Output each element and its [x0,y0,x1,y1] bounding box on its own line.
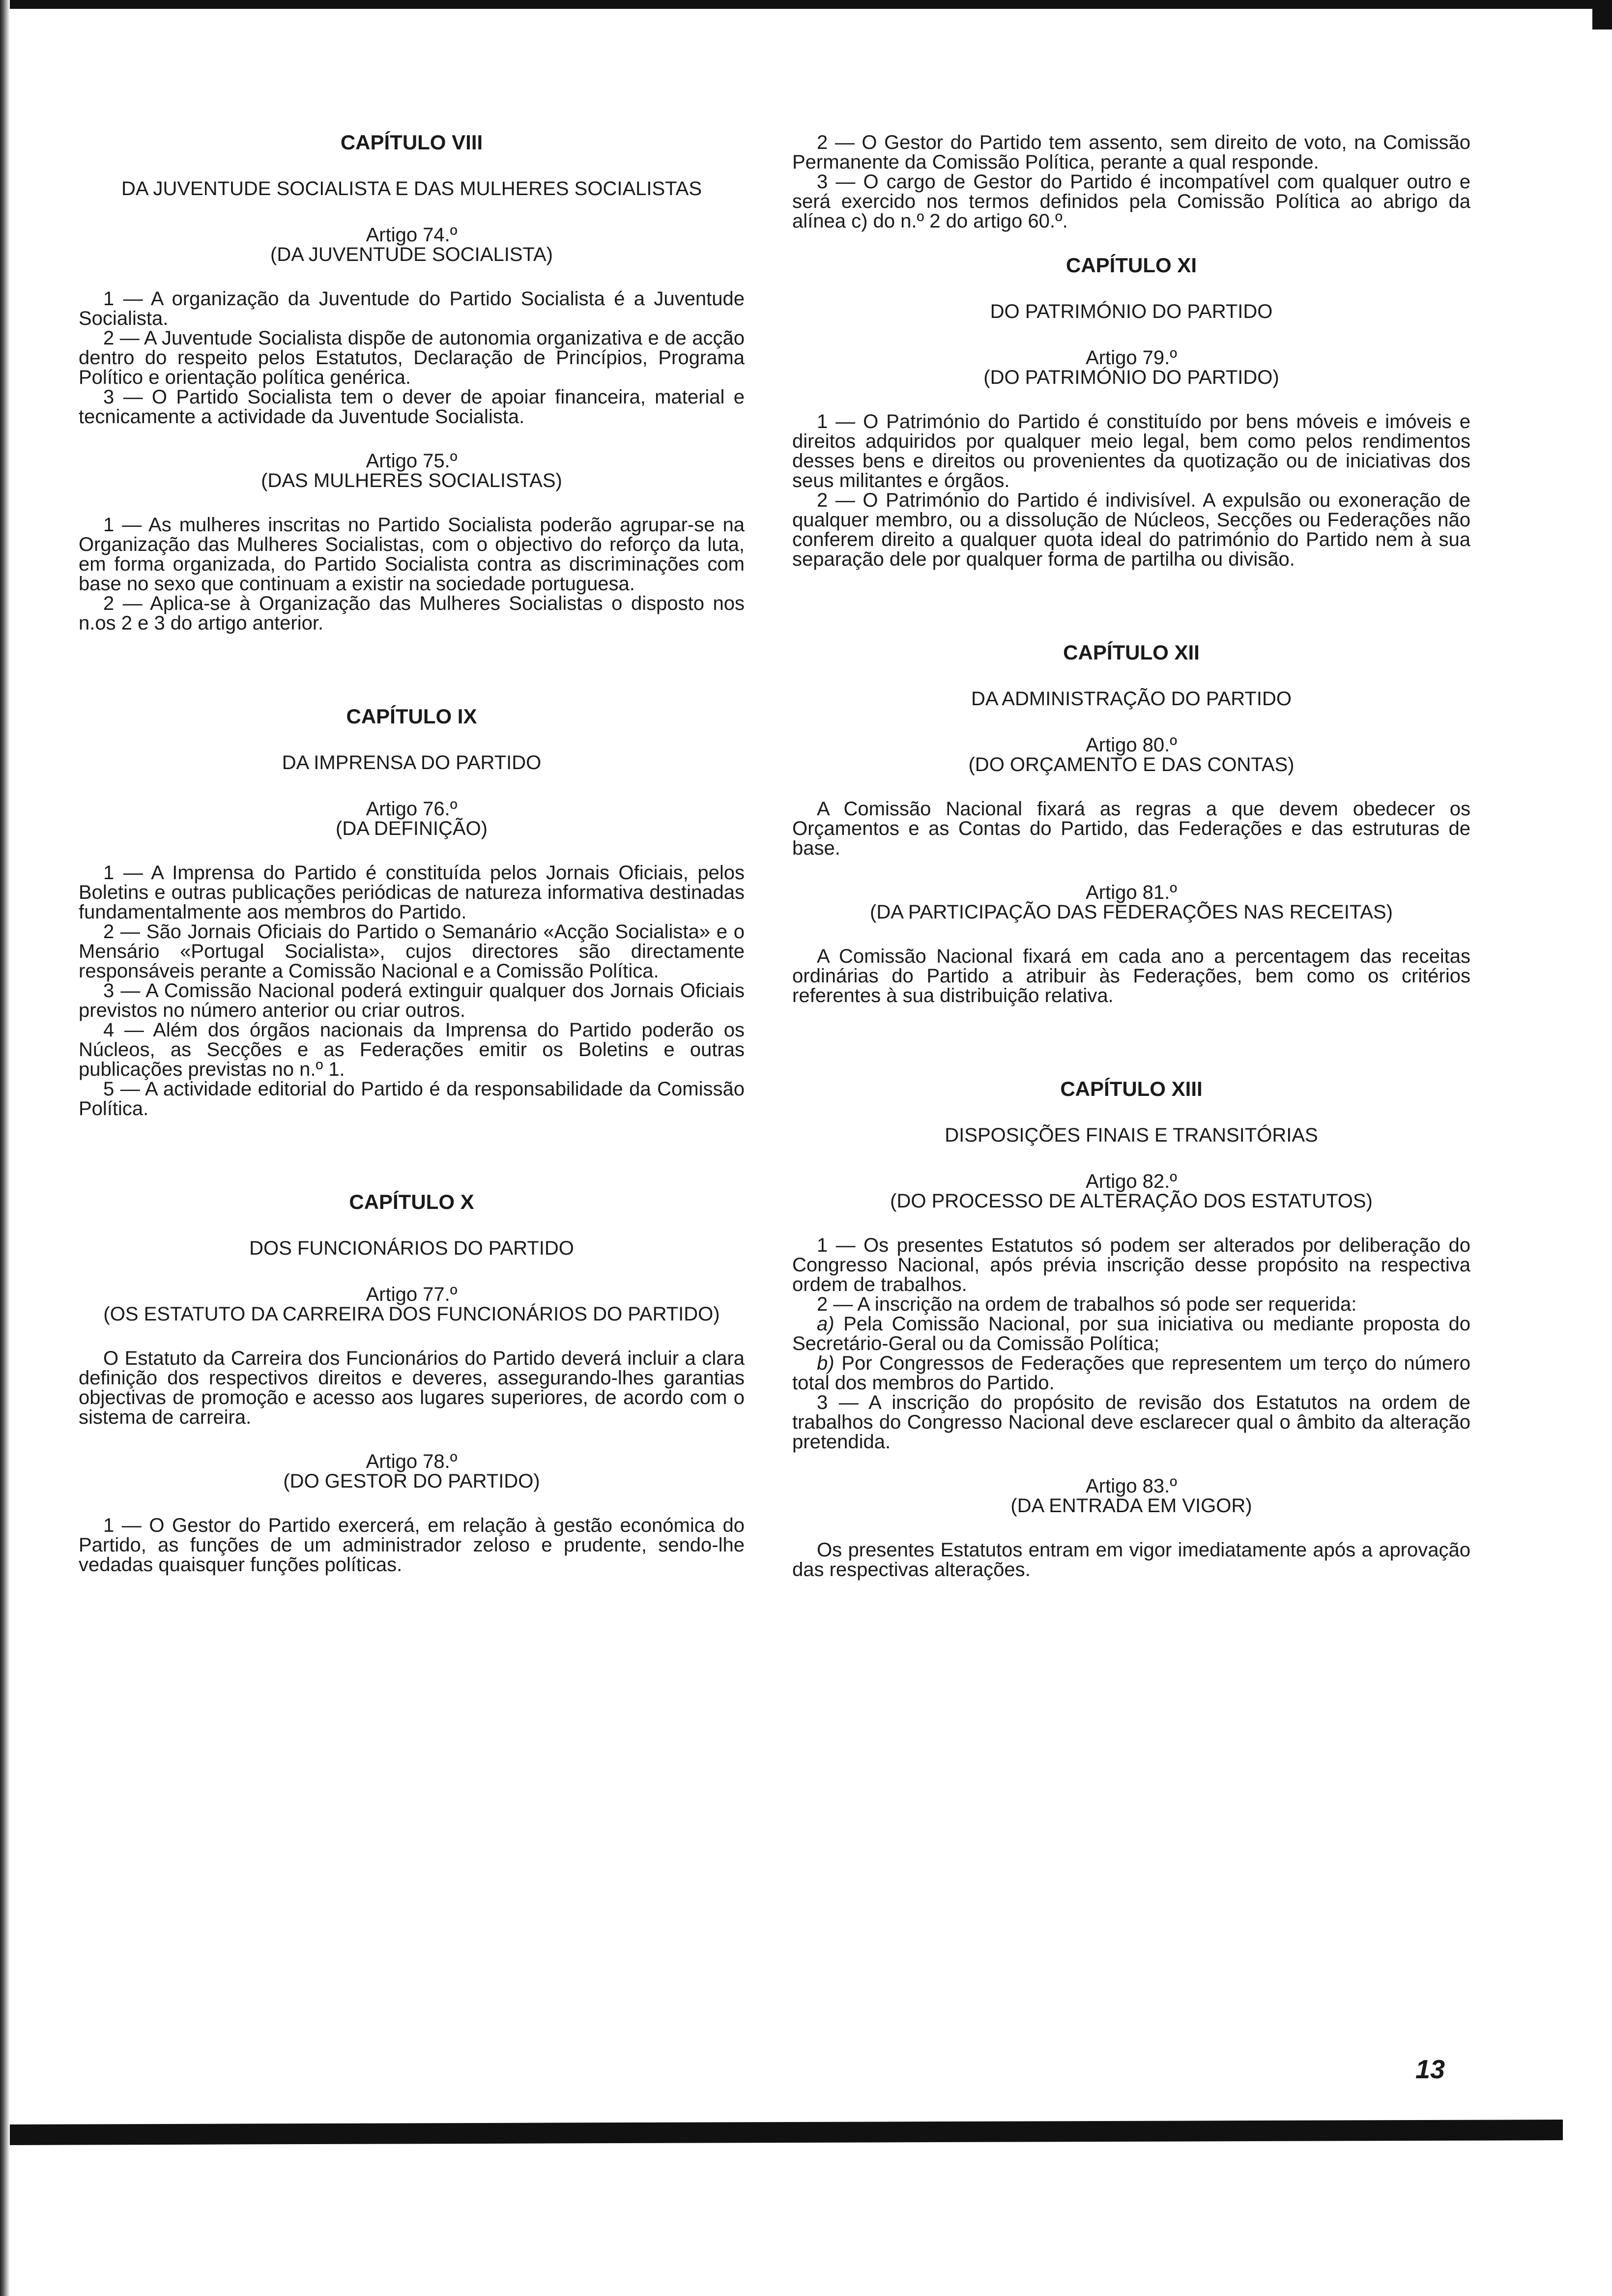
article-number: Artigo 79.º [1086,347,1177,369]
scan-border-bottom [10,2120,1563,2145]
chapter-title: CAPÍTULO XI [1065,254,1197,277]
article-heading: (DA ENTRADA EM VIGOR) [1010,1495,1252,1517]
item-label: a) [817,1313,835,1335]
chapter-subtitle: DA JUVENTUDE SOCIALISTA E DAS MULHERES SOCIALISTAS [121,178,702,200]
paragraph: 2 — A Juventude Socialista dispõe de autonomia organizativa e de acção dentro do respeito pelos Estatutos, Declaração de Princípios, Programa Político e orientação política genérica. [79,327,745,388]
scan-border-top [0,0,1612,9]
chapter-title: CAPÍTULO XII [1063,641,1200,664]
paragraph: 2 — A inscrição na ordem de trabalhos só pode ser requerida: [817,1293,1357,1315]
chapter-title: CAPÍTULO XIII [1060,1077,1203,1100]
chapter-title: CAPÍTULO X [349,1190,474,1213]
article-heading: (DO GESTOR DO PARTIDO) [283,1470,540,1492]
paragraph: 2 — O Património do Partido é indivisível. A expulsão ou exoneração de qualquer membro, ou a dissolução de Núcleos, Secções ou Federações não conferem direito a qualquer quota ideal do património do Partido nem à sua separação dele por qualquer forma de partilha ou divisão. [792,489,1470,570]
article-number: Artigo 75.º [366,450,458,472]
paragraph: 3 — O Partido Socialista tem o dever de apoiar financeira, material e tecnicamente a actividade da Juventude Socialista. [79,386,745,428]
article-heading: (OS ESTATUTO DA CARREIRA DOS FUNCIONÁRIOS DO PARTIDO) [103,1303,720,1325]
paragraph: 4 — Além dos órgãos nacionais da Imprensa do Partido poderão os Núcleos, as Secções e as Federações emitir os Boletins e outras publicações previstas no n.º 1. [79,1019,745,1080]
paragraph: 3 — A Comissão Nacional poderá extinguir qualquer dos Jornais Oficiais previstos no número anterior ou criar outros. [79,980,745,1021]
right-column [792,133,1470,1579]
article-heading: (DA PARTICIPAÇÃO DAS FEDERAÇÕES NAS RECEITAS) [870,901,1393,923]
list-item-a [792,1314,1470,1353]
article-number: Artigo 76.º [366,798,458,820]
paragraph: Os presentes Estatutos entram em vigor imediatamente após a aprovação das respectivas alterações. [792,1539,1470,1580]
article-number: Artigo 81.º [1086,882,1177,903]
paragraph: A Comissão Nacional fixará as regras a que devem obedecer os Orçamentos e as Contas do Partido, das Federações e das estruturas de base. [792,798,1470,859]
chapter-title: CAPÍTULO VIII [340,131,483,154]
article-number: Artigo 74.º [366,224,458,246]
paragraph: 1 — O Gestor do Partido exercerá, em relação à gestão económica do Partido, as funções de um administrador zeloso e prudente, sendo-lhe vedadas quaisquer funções políticas. [79,1515,745,1576]
paragraph: 2 — O Gestor do Partido tem assento, sem direito de voto, na Comissão Permanente da Comissão Política, perante a qual responde. [792,132,1470,173]
paragraph: 1 — O Património do Partido é constituído por bens móveis e imóveis e direitos adquiridos por qualquer meio legal, bem como pelos rendimentos desses bens e direitos ou provenientes da quotização ou de iniciativas dos seus militantes e órgãos. [792,411,1470,491]
list-item-b [792,1353,1470,1393]
paragraph: 5 — A actividade editorial do Partido é da responsabilidade da Comissão Política. [79,1078,745,1119]
paragraph: 1 — A Imprensa do Partido é constituída pelos Jornais Oficiais, pelos Boletins e outras publicações periódicas de natureza informativa destinadas fundamentalmente aos membros do Partido. [79,862,745,923]
item-text: Por Congressos de Federações que representem um terço do número total dos membros do Partido. [792,1352,1470,1394]
paragraph: 2 — Aplica-se à Organização das Mulheres Socialistas o disposto nos n.os 2 e 3 do artigo anterior. [79,593,745,634]
article-number: Artigo 78.º [366,1451,458,1472]
chapter-subtitle: DISPOSIÇÕES FINAIS E TRANSITÓRIAS [945,1124,1318,1146]
item-label: b) [817,1352,835,1374]
paragraph: O Estatuto da Carreira dos Funcionários do Partido deverá incluir a clara definição dos respectivos direitos e deveres, assegurando-lhes garantias objectivas de promoção e acesso aos lugares superiores, de acordo com o sistema de carreira. [79,1348,745,1428]
article-number: Artigo 83.º [1086,1475,1177,1497]
paragraph: 2 — São Jornais Oficiais do Partido o Semanário «Acção Socialista» e o Mensário «Portugal Socialista», cujos directores são directamente responsáveis perante a Comissão Nacional e a Comissão Política. [79,921,745,982]
article-number: Artigo 77.º [366,1284,458,1305]
article-heading: (DO PATRIMÓNIO DO PARTIDO) [983,367,1279,388]
paragraph: 3 — A inscrição do propósito de revisão dos Estatutos na ordem de trabalhos do Congresso Nacional deve esclarecer qual o âmbito da alteração pretendida. [792,1392,1470,1453]
article-heading: (DA JUVENTUDE SOCIALISTA) [270,244,553,265]
chapter-subtitle: DA ADMINISTRAÇÃO DO PARTIDO [971,688,1292,710]
chapter-title: CAPÍTULO IX [346,705,477,728]
article-heading: (DA DEFINIÇÃO) [336,818,488,839]
article-number: Artigo 80.º [1086,734,1177,756]
article-heading: (DO ORÇAMENTO E DAS CONTAS) [968,754,1295,775]
article-number: Artigo 82.º [1086,1171,1177,1192]
left-column [79,133,745,1575]
chapter-subtitle: DA IMPRENSA DO PARTIDO [282,752,542,774]
paragraph: 1 — A organização da Juventude do Partido Socialista é a Juventude Socialista. [79,288,745,329]
article-heading: (DO PROCESSO DE ALTERAÇÃO DOS ESTATUTOS) [890,1190,1373,1212]
item-text: Pela Comissão Nacional, por sua iniciativa ou mediante proposta do Secretário-Geral ou da Comissão Política; [792,1313,1470,1354]
chapter-subtitle: DO PATRIMÓNIO DO PARTIDO [990,301,1273,322]
paragraph: 1 — Os presentes Estatutos só podem ser alterados por deliberação do Congresso Nacional, após prévia inscrição desse propósito na respectiva ordem de trabalhos. [792,1234,1470,1295]
chapter-subtitle: DOS FUNCIONÁRIOS DO PARTIDO [249,1237,574,1259]
scan-border-corner [1592,0,1612,29]
scan-border-left [0,0,10,2296]
paragraph: 1 — As mulheres inscritas no Partido Socialista poderão agrupar-se na Organização das Mulheres Socialistas, com o objectivo do reforço da luta, em forma organizada, do Partido Socialista contra as discriminações com base no sexo que continuam a existir na sociedade portuguesa. [79,514,745,595]
paragraph: A Comissão Nacional fixará em cada ano a percentagem das receitas ordinárias do Partido a atribuir às Federações, bem como os critérios referentes à sua distribuição relativa. [792,946,1470,1006]
paragraph: 3 — O cargo de Gestor do Partido é incompatível com qualquer outro e será exercido nos termos definidos pela Comissão Política ao abrigo da alínea c) do n.º 2 do artigo 60.º. [792,171,1470,232]
article-heading: (DAS MULHERES SOCIALISTAS) [261,470,562,491]
page-number: 13 [1415,2055,1445,2084]
